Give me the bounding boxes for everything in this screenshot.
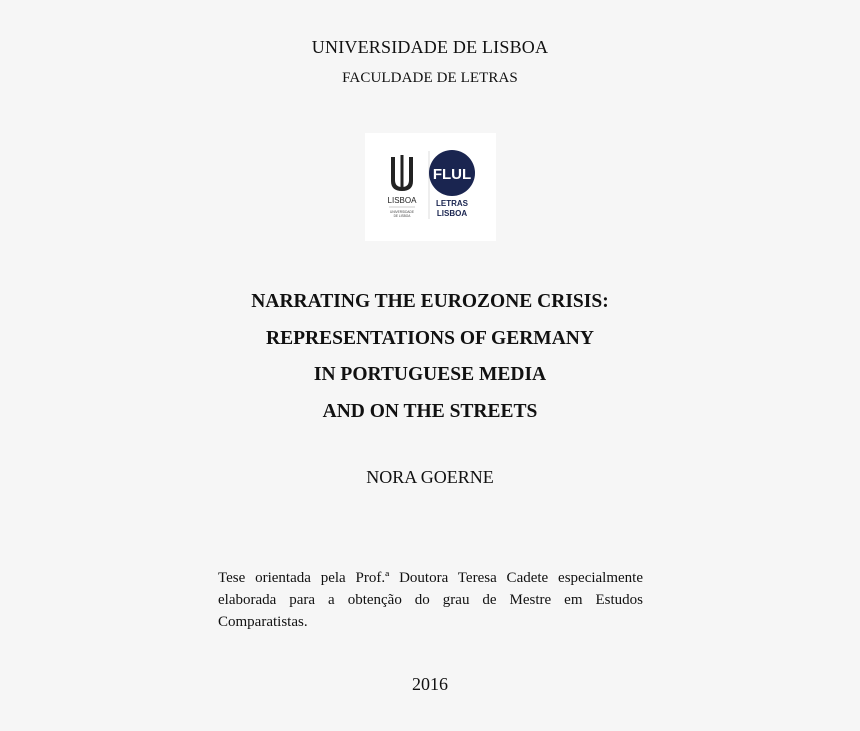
ulisboa-u-logo-icon bbox=[388, 155, 418, 218]
thesis-title bbox=[0, 284, 860, 430]
faculty-name: FACULDADE DE LETRAS bbox=[342, 70, 518, 86]
logos-graphic bbox=[365, 133, 496, 241]
flul-line2: LISBOA bbox=[436, 209, 468, 218]
flul-acronym: FLUL bbox=[432, 166, 472, 183]
title-line-2: REPRESENTATIONS OF GERMANY bbox=[266, 327, 594, 349]
author-name: NORA GOERNE bbox=[366, 467, 494, 487]
ulisboa-subtitle-line2: DE LISBOA bbox=[393, 214, 411, 218]
flul-circle-logo-icon bbox=[429, 150, 475, 218]
title-line-4: AND ON THE STREETS bbox=[322, 400, 538, 422]
ulisboa-subtitle-line1: UNIVERSIDADE bbox=[390, 210, 414, 214]
flul-line1: LETRAS bbox=[436, 199, 468, 208]
publication-year: 2016 bbox=[412, 674, 448, 694]
institution-logos bbox=[365, 133, 496, 241]
thesis-supervision-note: Tese orientada pela Prof.ª Doutora Teresa Cadete especialmente elaborada para a obtenção do grau de Mestre em Estudos Comparatistas. bbox=[218, 570, 643, 630]
university-name: UNIVERSIDADE DE LISBOA bbox=[311, 37, 549, 57]
title-line-3: IN PORTUGUESE MEDIA bbox=[313, 364, 547, 385]
title-line-1: NARRATING THE EUROZONE CRISIS: bbox=[251, 291, 609, 312]
ulisboa-name: LISBOA bbox=[387, 196, 417, 205]
